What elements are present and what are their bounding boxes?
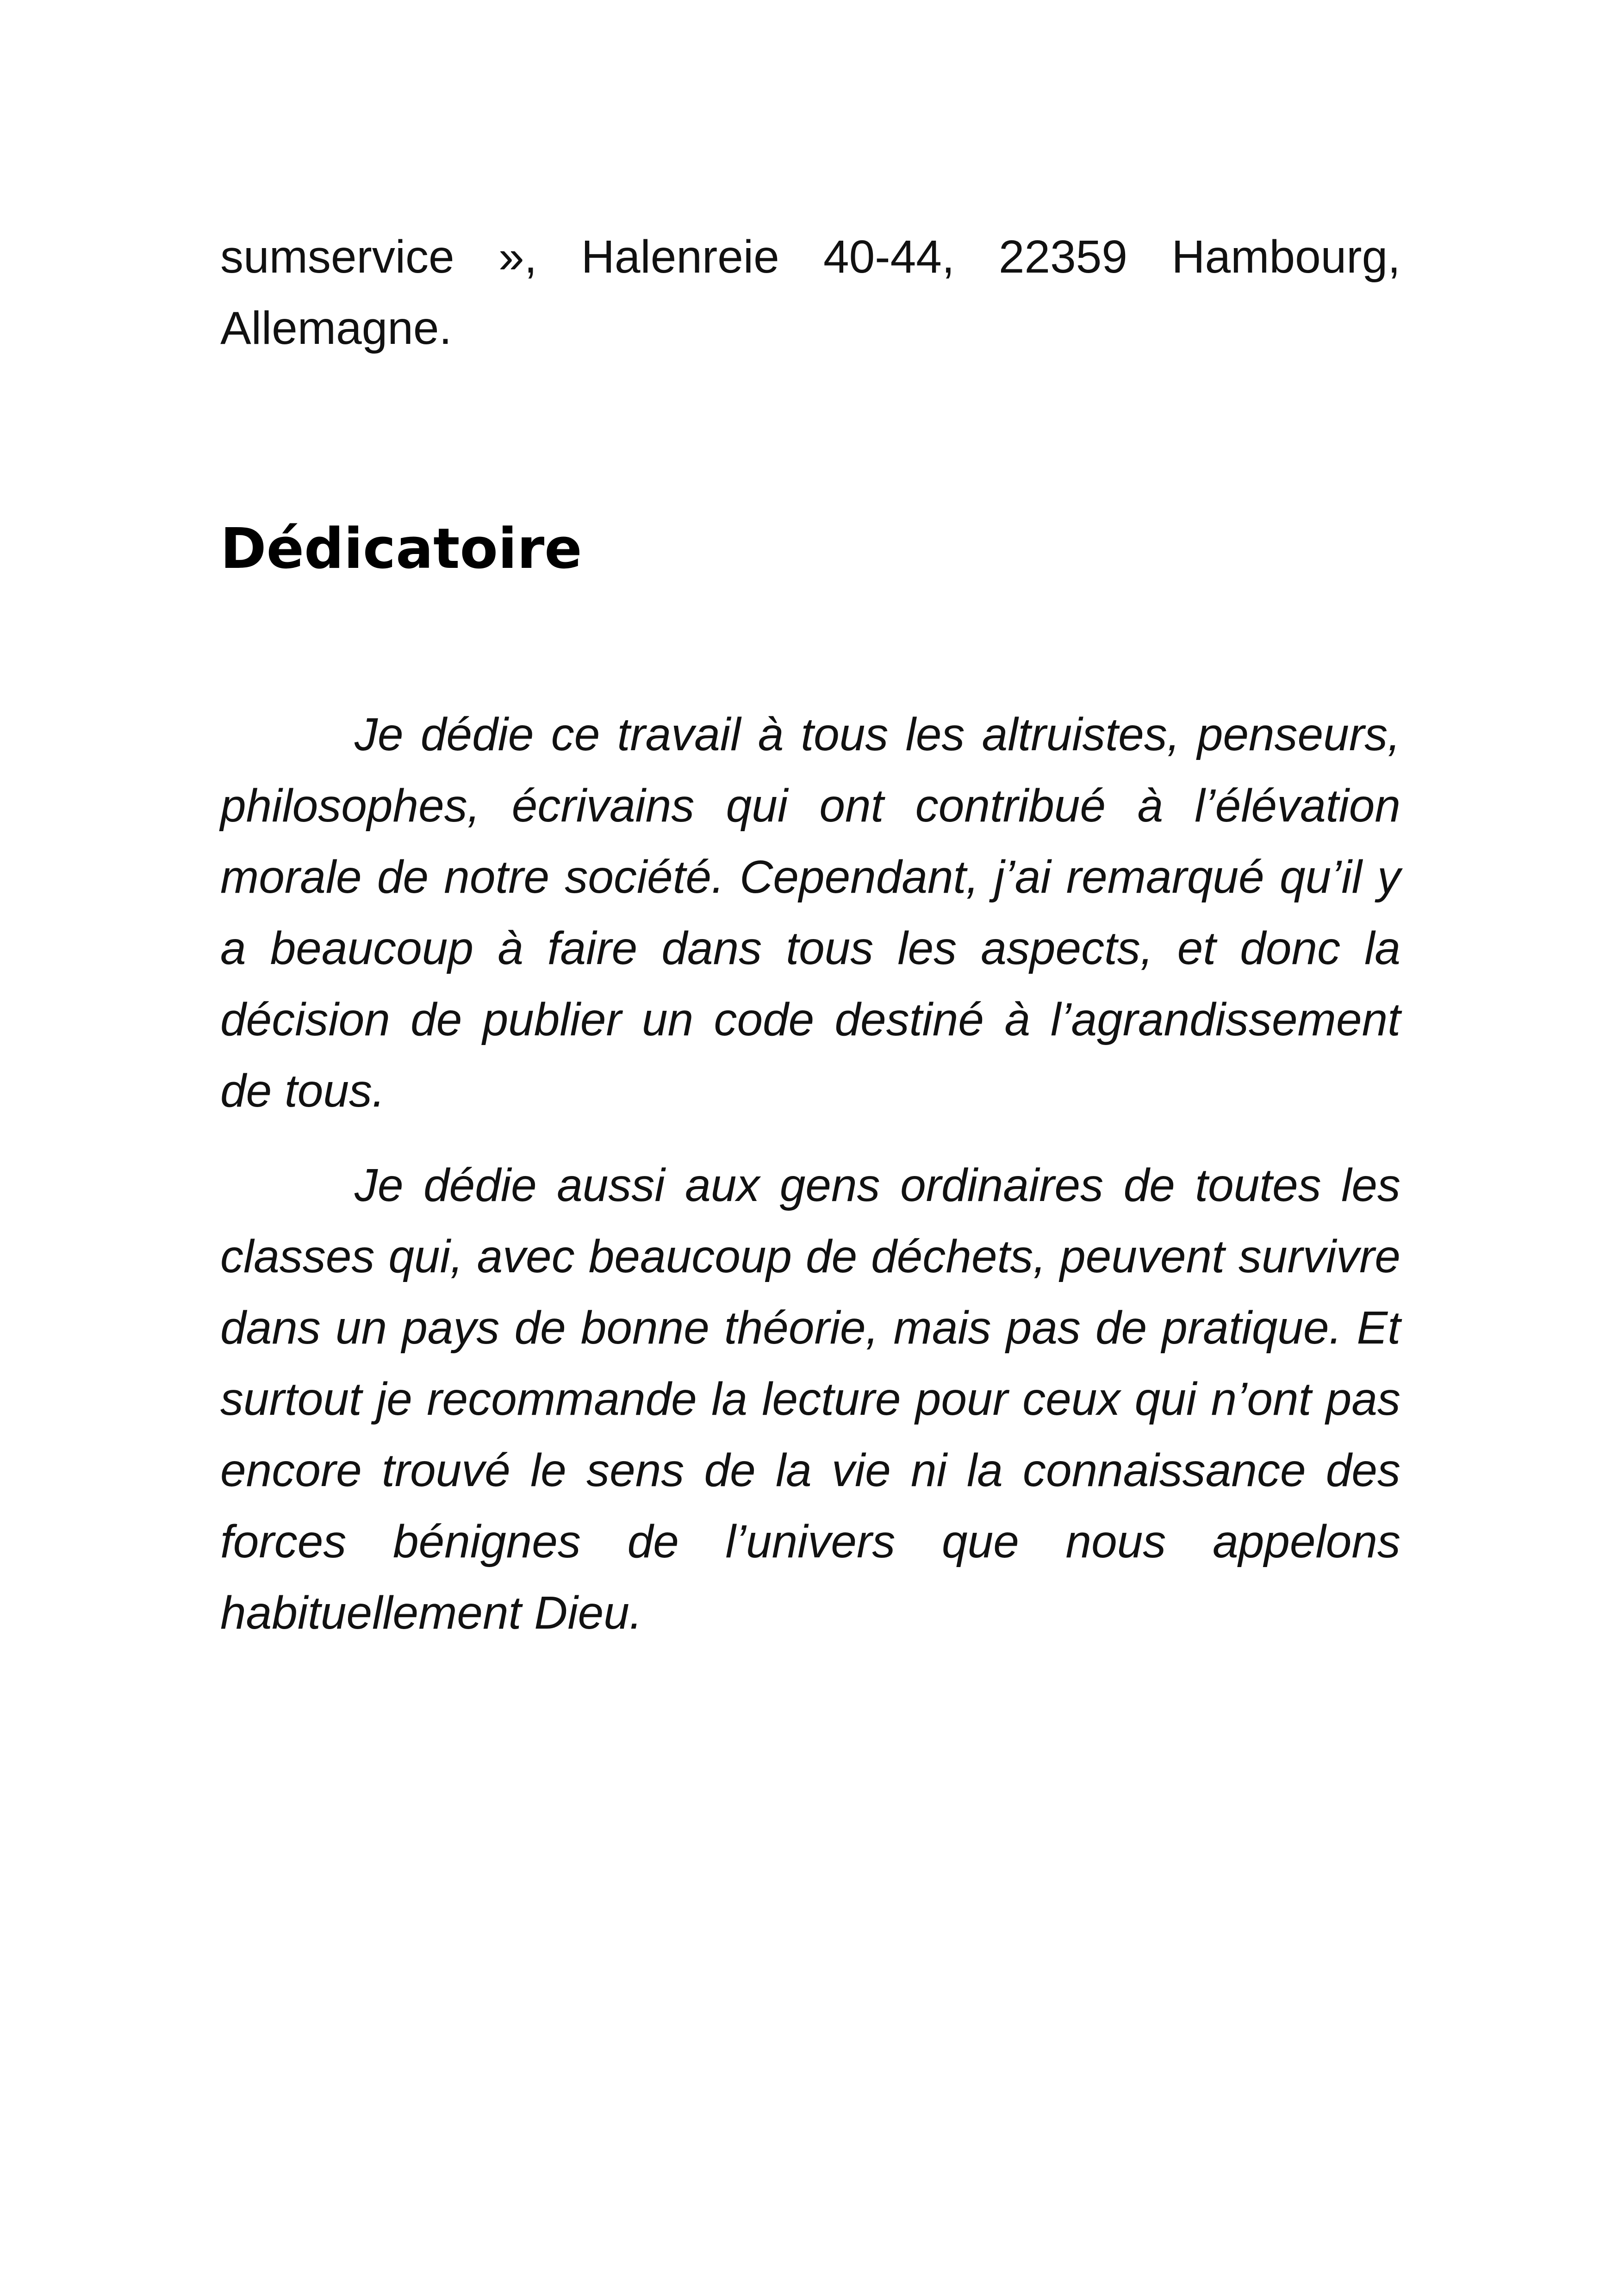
dedication-paragraph-1: Je dédie ce travail à tous les altruistes, penseurs, philosophes, écrivains qui ont contribué à l’élévation morale de notre société. Cependant, j’ai remarqué qu’il y a beaucoup à faire dans tous les aspects, et donc la décision de publier un code destiné à l’agrandissement de tous.: [220, 709, 1400, 1117]
dedication-paragraph-2: Je dédie aussi aux gens ordinaires de toutes les classes qui, avec beaucoup de déchets, peuvent survivre dans un pays de bonne théorie, mais pas de pratique. Et surtout je recommande la lecture pour ceux qui n’ont pas encore trouvé le sens de la vie ni la connaissance des forces bénignes de l’univers que nous appelons habituellement Dieu.: [220, 1159, 1400, 1639]
dedication-heading: Dédicatoire: [220, 517, 582, 581]
intro-address-text: sumservice », Halenreie 40-44, 22359 Hambourg, Allemagne.: [220, 231, 1400, 354]
page-content: [220, 221, 1400, 1649]
